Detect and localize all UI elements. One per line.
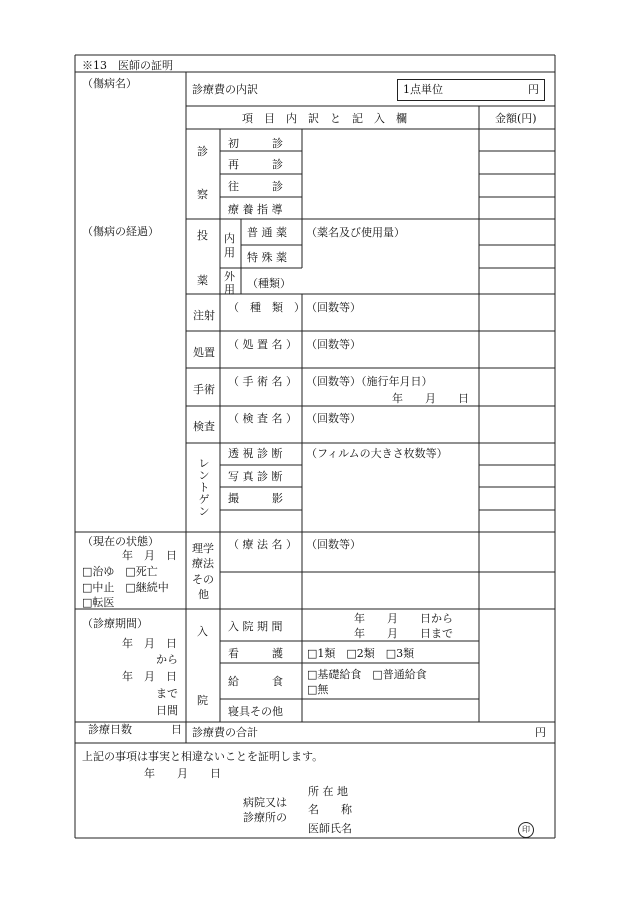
physio-label-3: その <box>192 573 214 586</box>
org-label-line-1: 病院又は <box>243 796 287 809</box>
surgery-date: 年 月 日 <box>392 392 469 405</box>
certification-date: 年 月 日 <box>144 767 221 780</box>
test-label: 検査 <box>193 420 215 433</box>
nursing-options[interactable]: □1類 □2類 □3類 <box>307 647 415 660</box>
surgery-label: 手術 <box>193 383 215 396</box>
column-items-header: 項 目 内 訳 と 記 入 欄 <box>242 112 407 125</box>
internal-label-2: 用 <box>224 246 235 259</box>
breakdown-label: 診療費の内訳 <box>192 83 258 96</box>
disease-name-label: （傷病名） <box>82 77 137 90</box>
surgery-item: （ 手 術 名 ） <box>228 375 297 388</box>
period-from-suffix: から <box>156 653 178 666</box>
external-label-2: 用 <box>224 283 235 296</box>
org-address-label: 所 在 地 <box>308 785 348 798</box>
xray-row-photo: 写 真 診 断 <box>228 470 283 483</box>
internal-label-1: 内 <box>224 232 235 245</box>
hospital-period-to: 年 月 日まで <box>354 627 453 640</box>
test-note: （回数等） <box>306 412 361 425</box>
status-option-cured-died[interactable]: □治ゆ □死亡 <box>82 565 158 578</box>
status-option-transfer[interactable]: □転医 <box>82 596 115 609</box>
status-option-stopped-continuing[interactable]: □中止 □継続中 <box>82 581 169 594</box>
exam-group-label-2: 察 <box>197 188 208 201</box>
xray-row-imaging: 撮 影 <box>228 492 283 505</box>
hospital-group-label-1: 入 <box>197 625 208 638</box>
injection-label: 注射 <box>193 309 215 322</box>
hospital-period-label: 入 院 期 間 <box>228 620 283 633</box>
current-status-date: 年 月 日 <box>122 549 177 562</box>
disease-course-label: （傷病の経過） <box>82 225 159 238</box>
treatment-label: 処置 <box>193 346 215 359</box>
internal-row-normal: 普 通 薬 <box>247 226 287 239</box>
xray-label-1: レ <box>198 457 210 470</box>
physio-label-1: 理学 <box>192 542 214 555</box>
external-label-1: 外 <box>224 270 235 283</box>
current-status-label: （現在の状態） <box>82 535 159 548</box>
surgery-note: （回数等）（施行年月日） <box>306 375 433 388</box>
test-item: （ 検 査 名 ） <box>228 412 297 425</box>
meal-none-option[interactable]: □無 <box>307 683 329 696</box>
injection-note: （回数等） <box>306 301 361 314</box>
physio-label-2: 療法 <box>192 557 214 570</box>
xray-label-4: ゲ <box>198 493 210 506</box>
visit-days-label: 診療日数 <box>88 723 132 736</box>
period-to-date: 年 月 日 <box>122 670 177 683</box>
xray-note: （フィルムの大きさ枚数等） <box>306 447 448 460</box>
physio-item: （ 療 法 名 ） <box>228 538 297 551</box>
medication-group-label-1: 投 <box>197 229 208 242</box>
treatment-note: （回数等） <box>306 338 361 351</box>
internal-row-special: 特 殊 薬 <box>247 251 287 264</box>
xray-label-5: ン <box>198 505 210 518</box>
hospital-period-from: 年 月 日から <box>354 612 453 625</box>
physio-note: （回数等） <box>306 538 361 551</box>
seal-mark: 印 <box>518 822 534 838</box>
meal-label: 給 食 <box>228 675 283 688</box>
total-label: 診療費の合計 <box>192 726 258 739</box>
org-label-line-2: 診療所の <box>243 811 287 824</box>
column-amount-header: 金額(円) <box>495 112 537 125</box>
period-to-suffix: まで <box>156 687 178 700</box>
unit-box-label: 1点単位 <box>403 83 443 96</box>
visit-days-unit: 日 <box>171 723 182 736</box>
exam-row-revisit: 再 診 <box>228 158 283 171</box>
treatment-item: （ 処 置 名 ） <box>228 338 297 351</box>
hospital-group-label-2: 院 <box>197 694 208 707</box>
meal-options[interactable]: □基礎給食 □普通給食 <box>307 668 427 681</box>
period-from-date: 年 月 日 <box>122 637 177 650</box>
certification-statement: 上記の事項は事実と相違ないことを証明します。 <box>82 750 324 763</box>
exam-row-home: 往 診 <box>228 180 283 193</box>
bedding-label: 寝具その他 <box>228 705 283 718</box>
doctor-name-label: 医師氏名 <box>308 822 352 835</box>
section-title: ※13 医師の証明 <box>82 59 173 72</box>
physio-label-4: 他 <box>198 588 209 601</box>
xray-label-3: ト <box>198 481 210 494</box>
external-note: （種類） <box>247 277 291 290</box>
internal-note: （薬名及び使用量） <box>306 226 405 239</box>
exam-group-label-1: 診 <box>197 145 208 158</box>
medication-group-label-2: 薬 <box>197 274 208 287</box>
injection-item: （ 種 類 ） <box>228 301 305 314</box>
xray-label-2: ン <box>198 469 210 482</box>
xray-row-fluoro: 透 視 診 断 <box>228 447 283 460</box>
org-name-label: 名 称 <box>308 803 352 816</box>
exam-row-guidance: 療 養 指 導 <box>228 203 283 216</box>
nursing-label: 看 護 <box>228 647 283 660</box>
total-unit: 円 <box>535 726 546 739</box>
unit-box-yen: 円 <box>528 83 539 96</box>
period-label: （診療期間） <box>82 617 148 630</box>
exam-row-first: 初 診 <box>228 137 283 150</box>
period-days-suffix: 日間 <box>156 704 178 717</box>
